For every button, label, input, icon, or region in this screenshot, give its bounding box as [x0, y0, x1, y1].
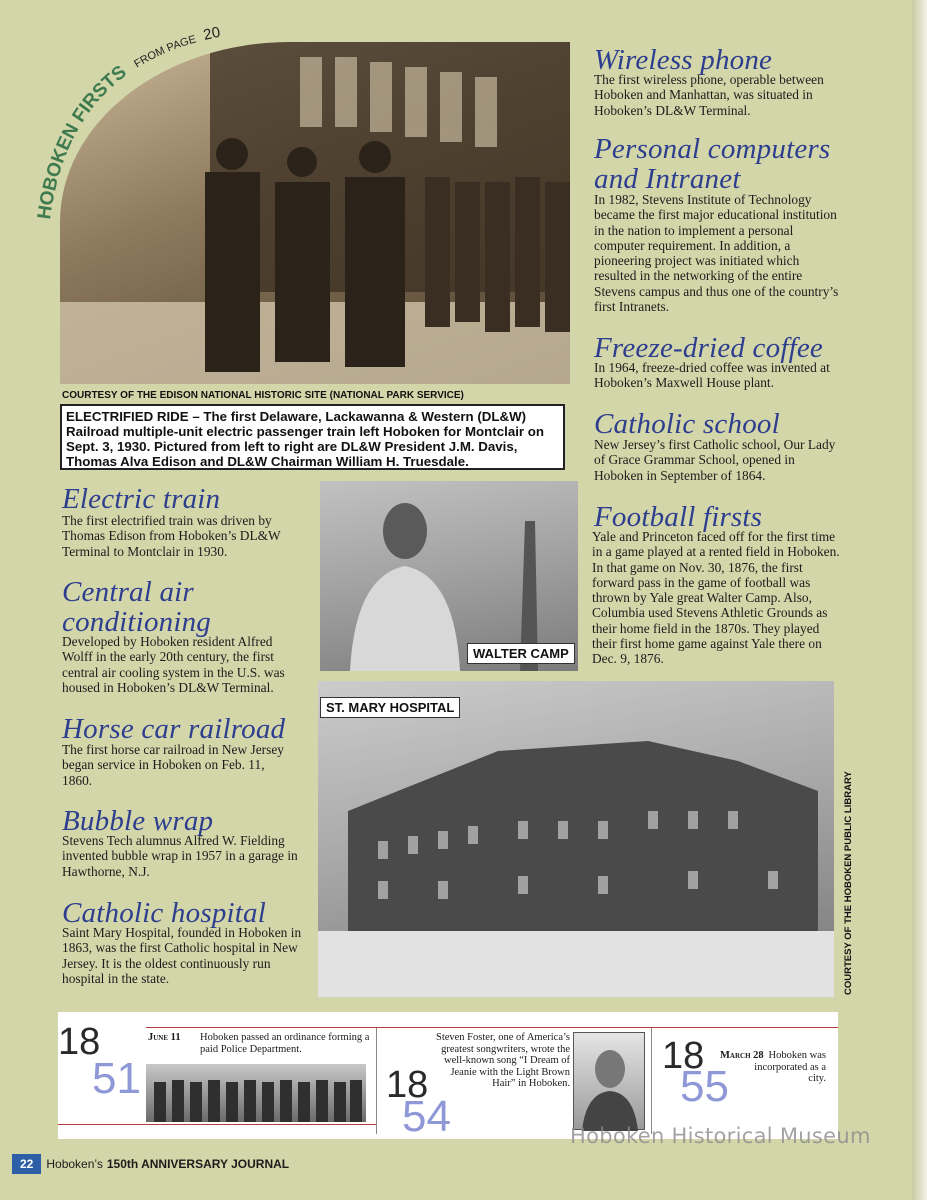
timeline-century: 18	[58, 1021, 101, 1063]
steven-foster-illustration	[574, 1033, 646, 1131]
entry-heading-central-air: Central air conditioning	[62, 576, 212, 638]
timeline-strip	[58, 1012, 838, 1139]
police-photo	[146, 1064, 366, 1122]
entry-heading-catholic-hospital: Catholic hospital	[62, 897, 266, 929]
entry-heading-horse-car: Horse car railroad	[62, 713, 286, 745]
entry-text-electric-train: The first electrified train was driven by Thomas Edison from Hoboken’s DL&W Terminal to Montclair in 1930.	[62, 513, 281, 559]
timeline-divider	[376, 1028, 377, 1134]
entry-text-personal-computers: In 1982, Stevens Institute of Technology became the first major educational institution in the nation to implement a personal computer requirement. In addition, a pioneering project was initiated which resulted in the networking of the entire Stevens campus and thus one of the country’s first Intranets.	[594, 192, 839, 315]
entry-text-wireless-phone: The first wireless phone, operable between Hoboken and Manhattan, was situated in Hoboken’s DL&W Terminal.	[594, 72, 824, 118]
entry-text-central-air: Developed by Hoboken resident Alfred Wolff in the early 20th century, the first central air cooling system in the U.S. was housed in Hoboken’s DL&W Terminal.	[62, 634, 285, 695]
entry-heading-football-firsts: Football firsts	[594, 501, 763, 533]
timeline-century: 18	[386, 1064, 429, 1106]
entry-text-football-firsts: Yale and Princeton faced off for the first time in a game played at a rented field in Hoboken. In that game on Nov. 30, 1876, the first forward pass in the game of football was thrown by Yale great Walter Camp. Also, Columbia used Stevens Athletic Grounds as their home field in the 1870s. They played their first home game against Yale there on Dec. 9, 1876.	[592, 529, 840, 667]
section-title: HOBOKEN FIRSTS FROM PAGE 20	[34, 23, 222, 221]
entry-text-catholic-hospital: Saint Mary Hospital, founded in Hoboken in 1863, was the first Catholic hospital in New Jersey. It is the oldest continuously run hospital in the state.	[62, 925, 302, 986]
timeline-rule-bottom	[58, 1124, 376, 1125]
timeline-year: 51	[92, 1054, 141, 1103]
timeline-century: 18	[662, 1035, 705, 1077]
entry-text-catholic-school: New Jersey’s first Catholic school, Our Lady of Grace Grammar School, opened in Hoboken in September of 1864.	[594, 437, 836, 483]
watermark: Hoboken Historical Museum	[570, 1124, 871, 1148]
hospital-label: ST. MARY HOSPITAL	[320, 697, 460, 718]
walter-camp-label: WALTER CAMP	[467, 643, 575, 664]
entry-heading-freeze-dried-coffee: Freeze-dried coffee	[594, 332, 823, 364]
timeline-divider	[651, 1028, 652, 1134]
train-photo-caption: ELECTRIFIED RIDE – The first Delaware, Lackawanna & Western (DL&W) Railroad multiple-unit electric passenger train left Hoboken for Montclair on Sept. 3, 1930. Pictured from left to right are DL&W President J.M. Davis, Thomas Alva Edison and DL&W Chairman William H. Truesdale.	[60, 404, 565, 470]
section-title-arc	[20, 20, 260, 230]
entry-heading-personal-computers: Personal computers and Intranet	[594, 133, 831, 195]
entry-text-freeze-dried-coffee: In 1964, freeze-dried coffee was invented at Hoboken’s Maxwell House plant.	[594, 360, 830, 391]
entry-heading-electric-train: Electric train	[62, 483, 221, 515]
page-number: 22	[12, 1154, 41, 1174]
entry-heading-wireless-phone: Wireless phone	[594, 44, 773, 76]
police-photo-illustration	[146, 1064, 366, 1122]
timeline-date: March 28	[720, 1050, 764, 1061]
timeline-text: Hoboken was incorporated as a city.	[754, 1050, 826, 1085]
timeline-text: Steven Foster, one of America’s greatest songwriters, wrote the well-known song “I Dream of Jeanie with the Light Brown Hair” in Hoboken.	[435, 1032, 570, 1090]
journal-title: 150th ANNIVERSARY JOURNAL	[106, 1157, 290, 1171]
entry-heading-catholic-school: Catholic school	[594, 408, 780, 440]
entry-text-bubble-wrap: Stevens Tech alumnus Alfred W. Fielding invented bubble wrap in 1957 in a garage in Hawthorne, N.J.	[62, 833, 298, 879]
timeline-text: Hoboken passed an ordinance forming a paid Police Department.	[200, 1032, 370, 1055]
steven-foster-portrait	[573, 1032, 645, 1130]
hospital-photo	[318, 681, 834, 997]
train-photo-credit: COURTESY OF THE EDISON NATIONAL HISTORIC SITE (NATIONAL PARK SERVICE)	[62, 390, 464, 401]
timeline-date: June 11	[148, 1032, 181, 1043]
timeline-rule	[146, 1027, 838, 1028]
page-footer	[12, 1153, 289, 1175]
entry-heading-bubble-wrap: Bubble wrap	[62, 805, 214, 837]
hospital-photo-credit: COURTESY OF THE HOBOKEN PUBLIC LIBRARY	[843, 771, 854, 995]
journal-prefix: Hoboken’s	[46, 1157, 103, 1171]
hospital-illustration	[318, 681, 834, 997]
timeline-year: 54	[402, 1092, 451, 1141]
page-edge	[912, 0, 927, 1200]
entry-text-horse-car: The first horse car railroad in New Jersey began service in Hoboken on Feb. 11, 1860.	[62, 742, 284, 788]
timeline-year: 55	[680, 1062, 729, 1111]
